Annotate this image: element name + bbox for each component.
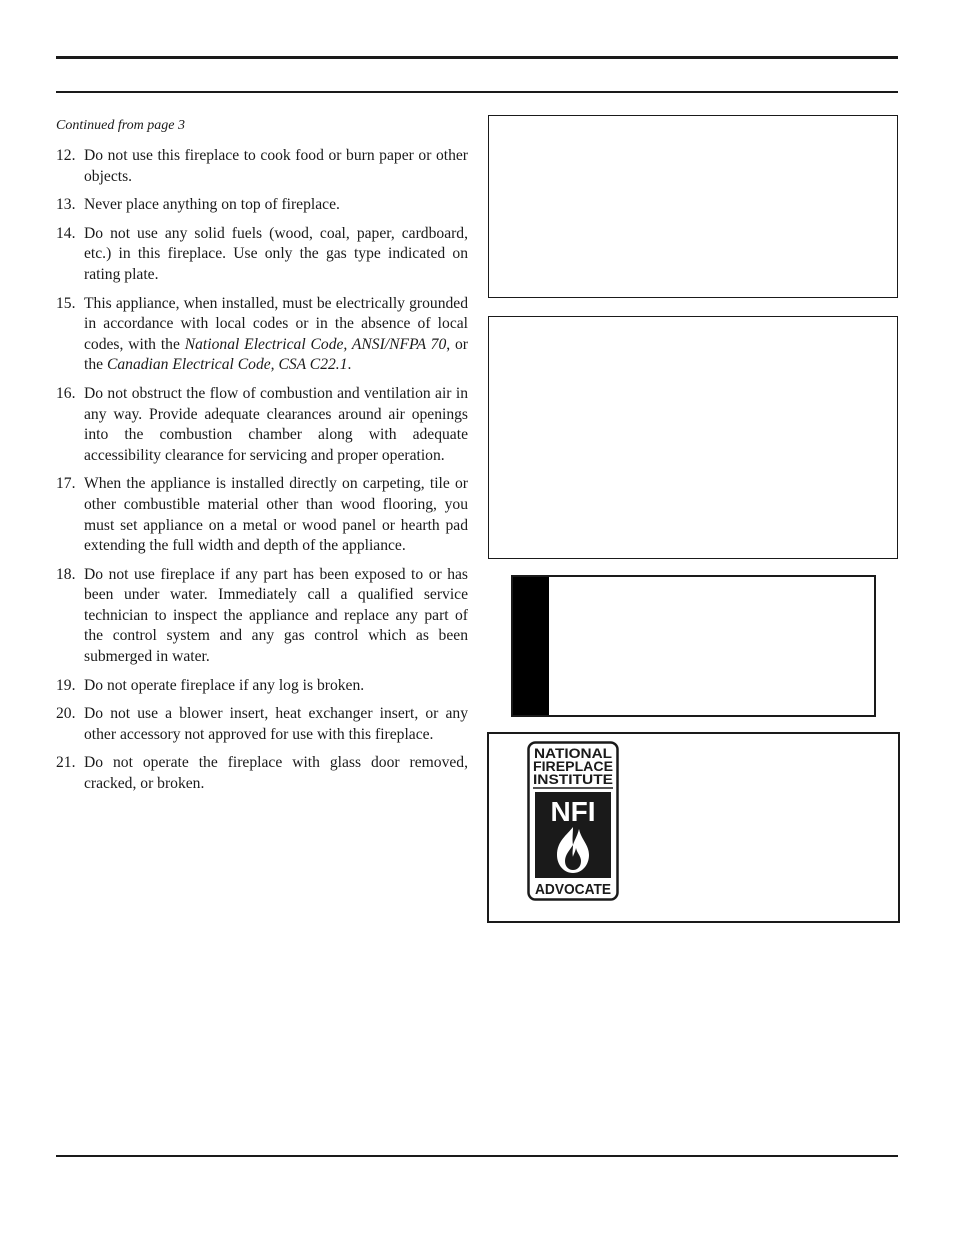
list-item-text	[84, 384, 468, 466]
nfi-advocate-logo	[527, 741, 619, 901]
list-item-number: 19.	[56, 676, 76, 694]
list-item-text-run: Never place anything on top of fireplace.	[84, 196, 340, 214]
list-item	[56, 224, 468, 286]
list-item	[56, 146, 468, 187]
list-item-number: 18.	[56, 565, 76, 583]
list-item-text	[84, 224, 468, 286]
list-item-citation: National Electrical Code, ANSI/NFPA 70	[184, 335, 447, 353]
list-item-text-run: .	[347, 356, 352, 374]
list-item-number: 21.	[56, 754, 76, 772]
list-item-number: 14.	[56, 224, 76, 242]
notice-box-2	[488, 316, 898, 559]
list-item-text	[84, 474, 468, 556]
list-item-text-run: Do not use any solid fuels (wood, coal, paper, cardboard, etc.) in this fireplace. Use only the gas type indicated on rating plate.	[84, 224, 468, 283]
list-item-text	[84, 753, 468, 794]
list-item-text	[84, 565, 468, 668]
list-item-number: 15.	[56, 294, 76, 312]
list-item	[56, 753, 468, 794]
warning-box	[511, 575, 876, 717]
list-item-number: 17.	[56, 475, 76, 493]
list-item-text-run: Do not obstruct the flow of combustion and ventilation air in any way. Provide adequate clearances around air openings into the combustion chamber along with adequate accessibility clearance for servicing and proper operation.	[84, 384, 468, 464]
logo-mark-nfi: NFI	[550, 796, 596, 827]
list-item-text-run: Do not use this fireplace to cook food or burn paper or other objects.	[84, 147, 468, 185]
list-item-text-run: When the appliance is installed directly on carpeting, tile or other combustible material other than wood flooring, you must set appliance on a metal or wood panel or hearth pad extending the full width and depth of the appliance.	[84, 475, 468, 555]
continued-note: Continued from page 3	[56, 118, 185, 133]
list-item-text	[84, 146, 468, 187]
nfi-box	[487, 732, 900, 923]
list-item-number: 13.	[56, 196, 76, 214]
list-item	[56, 195, 468, 216]
warning-bar	[513, 577, 549, 715]
footer-rule	[56, 1155, 898, 1157]
list-item-text	[84, 294, 468, 376]
list-item-text	[84, 704, 468, 745]
header-rule-top	[56, 56, 898, 59]
list-item-number: 12.	[56, 147, 76, 164]
logo-line-national: NATIONAL	[534, 746, 612, 761]
logo-line-fireplace: FIREPLACE	[533, 759, 613, 774]
notice-box-1	[488, 115, 898, 298]
list-item	[56, 565, 468, 668]
list-item	[56, 384, 468, 466]
list-item-text-run: Do not use fireplace if any part has been exposed to or has been under water. Immediately call a qualified service technician to inspect the appliance and replace any part of the control system and any gas control which as been submerged in water.	[84, 565, 468, 666]
list-item-citation: Canadian Electrical Code, CSA C22.1	[106, 356, 348, 374]
list-item	[56, 704, 468, 745]
list-item-text	[84, 195, 468, 216]
list-item-text	[84, 676, 468, 697]
list-item-text-run: Do not operate fireplace if any log is broken.	[84, 676, 365, 694]
list-item-text-run: Do not use a blower insert, heat exchanger insert, or any other accessory not approved for use with this fireplace.	[84, 705, 468, 743]
list-item-text-run: Do not operate the fireplace with glass door removed, cracked, or broken.	[84, 754, 468, 793]
safety-list	[56, 146, 468, 803]
list-item-text-run: This appliance, when installed, must be electrically grounded in accordance with local codes or in the absence of local codes, with the	[84, 294, 468, 353]
logo-line-advocate: ADVOCATE	[535, 881, 611, 898]
list-item-number: 20.	[56, 705, 76, 723]
list-item	[56, 676, 468, 697]
list-item-number: 16.	[56, 384, 76, 402]
header-rule-bottom	[56, 91, 898, 93]
logo-line-institute: INSTITUTE	[533, 772, 613, 787]
list-item-text-run: , or the	[84, 335, 469, 374]
list-item	[56, 474, 468, 556]
list-item	[56, 294, 468, 376]
